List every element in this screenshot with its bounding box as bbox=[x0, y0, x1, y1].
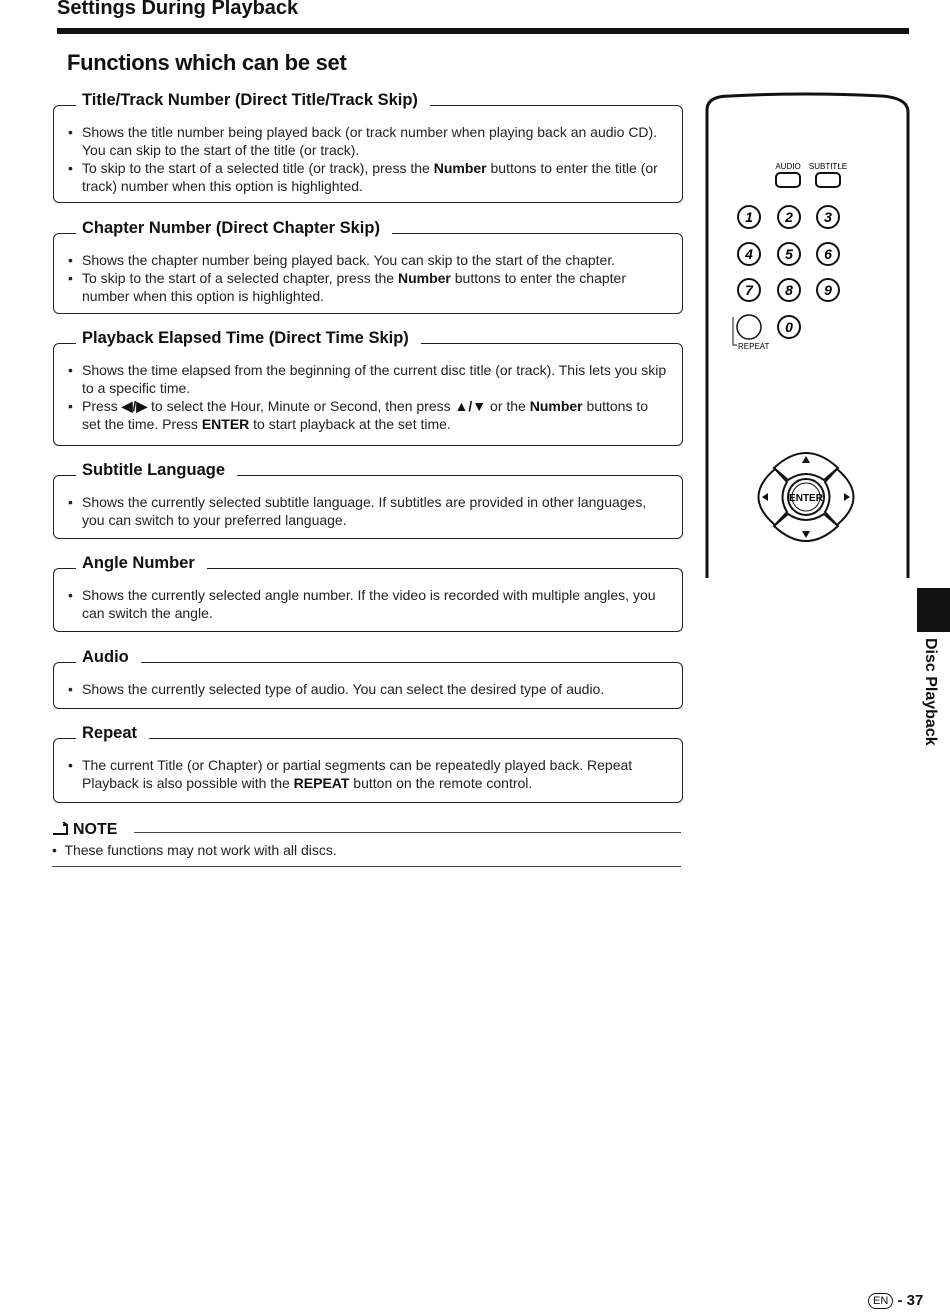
repeat-label: REPEAT bbox=[738, 342, 770, 351]
function-box-angle bbox=[53, 554, 683, 632]
function-box-elapsed-time bbox=[53, 329, 683, 446]
repeat-button[interactable] bbox=[737, 315, 761, 339]
number-7-label: 7 bbox=[745, 282, 753, 298]
bullet: • The current Title (or Chapter) or partial segments can be repeatedly played back. Repeat Playback is also possible with the REPEAT button on the remote control. bbox=[66, 756, 670, 792]
up-triangle-icon bbox=[802, 456, 810, 463]
down-triangle-icon bbox=[802, 531, 810, 538]
side-tab-marker bbox=[917, 588, 950, 632]
section-title: Functions which can be set bbox=[67, 50, 347, 75]
function-box-title-track bbox=[53, 91, 683, 203]
bullet: • Shows the chapter number being played back. You can skip to the start of the chapter. bbox=[66, 251, 670, 269]
function-box-repeat bbox=[53, 724, 683, 803]
number-5-label: 5 bbox=[785, 246, 793, 262]
left-triangle-icon bbox=[762, 493, 768, 501]
remote-outline bbox=[707, 94, 908, 578]
box-title: Subtitle Language bbox=[76, 461, 237, 480]
function-box-audio bbox=[53, 648, 683, 709]
right-triangle-icon bbox=[844, 493, 850, 501]
language-badge: EN bbox=[868, 1293, 893, 1309]
repeat-bracket bbox=[733, 317, 737, 345]
box-title: Angle Number bbox=[76, 554, 207, 573]
number-0-label: 0 bbox=[785, 319, 793, 335]
audio-button[interactable] bbox=[776, 173, 800, 187]
function-box-subtitle bbox=[53, 461, 683, 539]
number-6-label: 6 bbox=[824, 246, 832, 262]
side-tab-label: Disc Playback bbox=[922, 638, 939, 746]
box-title: Repeat bbox=[76, 724, 149, 743]
enter-label: ENTER bbox=[789, 493, 823, 504]
page-separator: - bbox=[897, 1292, 903, 1309]
number-4-label: 4 bbox=[745, 246, 753, 262]
bullet: • Shows the time elapsed from the beginning of the current disc title (or track). This lets you skip to a specific time. bbox=[66, 361, 670, 397]
page-header-title: Settings During Playback bbox=[57, 0, 299, 19]
note-heading: NOTE bbox=[52, 821, 117, 839]
bullet: • Shows the currently selected angle number. If the video is recorded with multiple angles, you can switch the angle. bbox=[66, 586, 670, 622]
number-9-label: 9 bbox=[824, 282, 832, 298]
audio-label: AUDIO bbox=[775, 162, 801, 171]
number-2-label: 2 bbox=[785, 209, 793, 225]
bullet: • Shows the currently selected subtitle language. If subtitles are provided in other languages, you can switch to your preferred language. bbox=[66, 493, 670, 529]
box-title: Audio bbox=[76, 648, 141, 667]
box-title: Playback Elapsed Time (Direct Time Skip) bbox=[76, 329, 421, 348]
bullet: • Shows the title number being played back (or track number when playing back an audio CD). You can skip to the start of the title (or track). bbox=[66, 123, 670, 159]
note-icon bbox=[52, 822, 70, 836]
page-number: 37 bbox=[906, 1292, 924, 1309]
box-title: Title/Track Number (Direct Title/Track Skip) bbox=[76, 91, 430, 110]
note-bottom-rule bbox=[52, 866, 681, 867]
bullet: • Press ◀/▶ to select the Hour, Minute or Second, then press ▲/▼ or the Number buttons to set the time. Press ENTER to start playback at the set time. bbox=[66, 397, 670, 433]
bullet: • To skip to the start of a selected chapter, press the Number buttons to enter the chapter number when this option is highlighted. bbox=[66, 269, 670, 305]
function-box-chapter bbox=[53, 219, 683, 314]
bullet: • To skip to the start of a selected title (or track), press the Number buttons to enter the title (or track) number when this option is highlighted. bbox=[66, 159, 670, 195]
subtitle-label: SUBTITLE bbox=[808, 162, 848, 171]
page-footer bbox=[868, 1292, 923, 1309]
subtitle-button[interactable] bbox=[816, 173, 840, 187]
number-3-label: 3 bbox=[824, 209, 832, 225]
number-8-label: 8 bbox=[785, 282, 793, 298]
number-1-label: 1 bbox=[745, 209, 753, 225]
bullet: • Shows the currently selected type of audio. You can select the desired type of audio. bbox=[66, 680, 670, 698]
note-rule bbox=[134, 832, 681, 833]
remote-control-illustration bbox=[700, 90, 912, 580]
note-text: • These functions may not work with all discs. bbox=[52, 842, 337, 858]
box-title: Chapter Number (Direct Chapter Skip) bbox=[76, 219, 392, 238]
header-rule bbox=[57, 28, 909, 34]
